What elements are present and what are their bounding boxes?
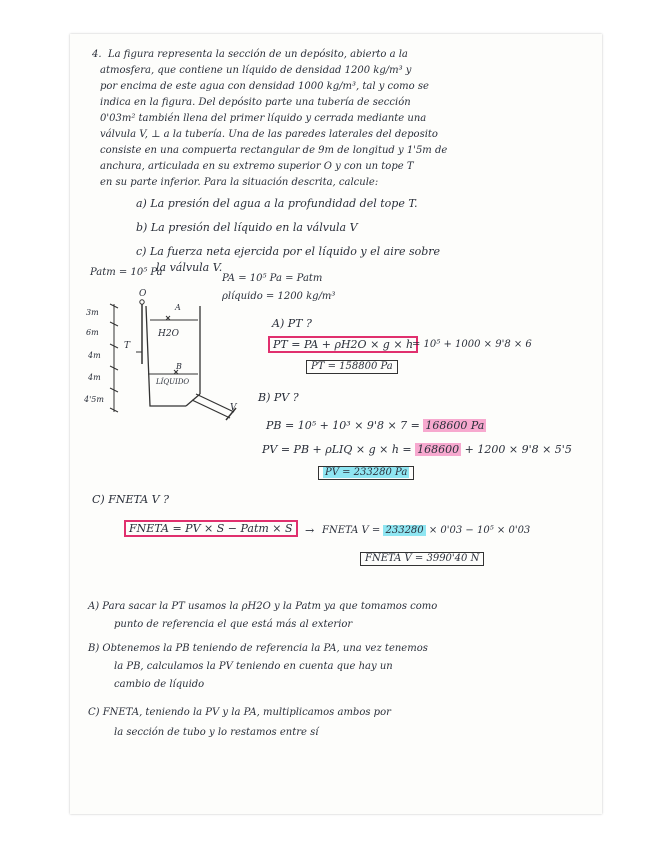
question-c: c) La fuerza neta ejercida por el líquido y el aire sobre [136,245,441,258]
depth-label: 4m [88,373,101,382]
part-a-result: PT = 158800 Pa [306,360,398,374]
fneta-expression: FNETA V = [322,525,381,536]
fneta-highlight: 233280 [385,525,424,536]
problem-number: 4. [92,49,102,60]
label-liquid: LÍQUIDO [156,378,190,386]
explanation-b: la PB, calculamos la PV teniendo en cuenta que hay un [114,661,393,672]
part-c-arrow: → [305,524,315,537]
problem-line: indica en la figura. Del depósito parte una tubería de sección [100,97,411,108]
fneta-expression-end: × 0'03 − 10⁵ × 0'03 [428,525,531,536]
part-a-heading: A) PT ? [272,317,312,330]
question-a: a) La presión del agua a la profundidad del tope T. [136,197,418,210]
given-pa: PA = 10⁵ Pa = Patm [222,273,323,284]
problem-line: en su parte inferior. Para la situación descrita, calcule: [100,177,379,188]
label-t: T [124,341,131,351]
pb-expression: PB = 10⁵ + 10³ × 9'8 × 7 = [266,419,420,432]
label-v: V [230,403,237,413]
depth-label: 6m [86,328,99,337]
problem-line: por encima de este agua con densidad 1000 kg/m³, tal y como se [100,81,429,92]
question-c-continued: la válvula V. [156,261,223,274]
problem-line: La figura representa la sección de un depósito, abierto a la [108,49,408,60]
given-patm: Patm = 10⁵ Pa [90,267,163,278]
depth-label: 4m [88,351,101,360]
explanation-a: punto de referencia el que está más al exterior [114,619,353,630]
given-rho: ρlíquido = 1200 kg/m³ [222,291,336,302]
explanation-a: A) Para sacar la PT usamos la ρH2O y la Patm ya que tomamos como [88,601,438,612]
explanation-c: C) FNETA, teniendo la PV y la PA, multiplicamos ambos por [88,707,391,718]
pv-expression: PV = PB + ρLIQ × g × h = [262,443,412,456]
depth-label: 3m [86,308,99,317]
part-c-heading: C) FNETA V ? [92,493,170,506]
depth-label: 4'5m [84,395,104,404]
part-b-result [318,466,414,480]
pv-result-value: PV = 233280 Pa [325,467,408,478]
part-b-pv [262,444,572,455]
part-c-substitution [322,526,530,536]
part-a-substitution: = 10⁵ + 1000 × 9'8 × 6 [412,339,532,350]
part-c-result: FNETA V = 3990'40 N [360,552,484,566]
label-water: H2O [158,329,179,339]
part-b-pb [266,420,486,431]
problem-line: 0'03m² también llena del primer líquido y cerrada mediante una [100,113,427,124]
label-a: A [175,303,181,312]
part-b-heading: B) PV ? [258,391,299,404]
problem-line: válvula V, ⊥ a la tubería. Una de las paredes laterales del deposito [100,129,438,140]
part-c-formula: FNETA = PV × S − Patm × S [124,520,298,537]
label-o: O [139,289,147,299]
tank-diagram [80,286,250,426]
explanation-b: B) Obtenemos la PB teniendo de referencia la PA, una vez tenemos [88,643,428,654]
part-a-formula: PT = PA + ρH2O × g × h [268,336,418,353]
question-b: b) La presión del líquido en la válvula V [136,221,358,234]
explanation-b: cambio de líquido [114,679,205,690]
pv-highlight: 168600 [417,443,460,456]
pb-value: 168600 Pa [425,419,485,432]
label-b: B [176,362,182,371]
problem-line: atmosfera, que contiene un líquido de densidad 1200 kg/m³ y [100,65,412,76]
problem-line: anchura, articulada en su extremo superior O y con un tope T [100,161,414,172]
pv-expression-end: + 1200 × 9'8 × 5'5 [464,443,572,456]
problem-line: consiste en una compuerta rectangular de 9m de longitud y 1'5m de [100,145,448,156]
explanation-c: la sección de tubo y lo restamos entre sí [114,727,319,738]
